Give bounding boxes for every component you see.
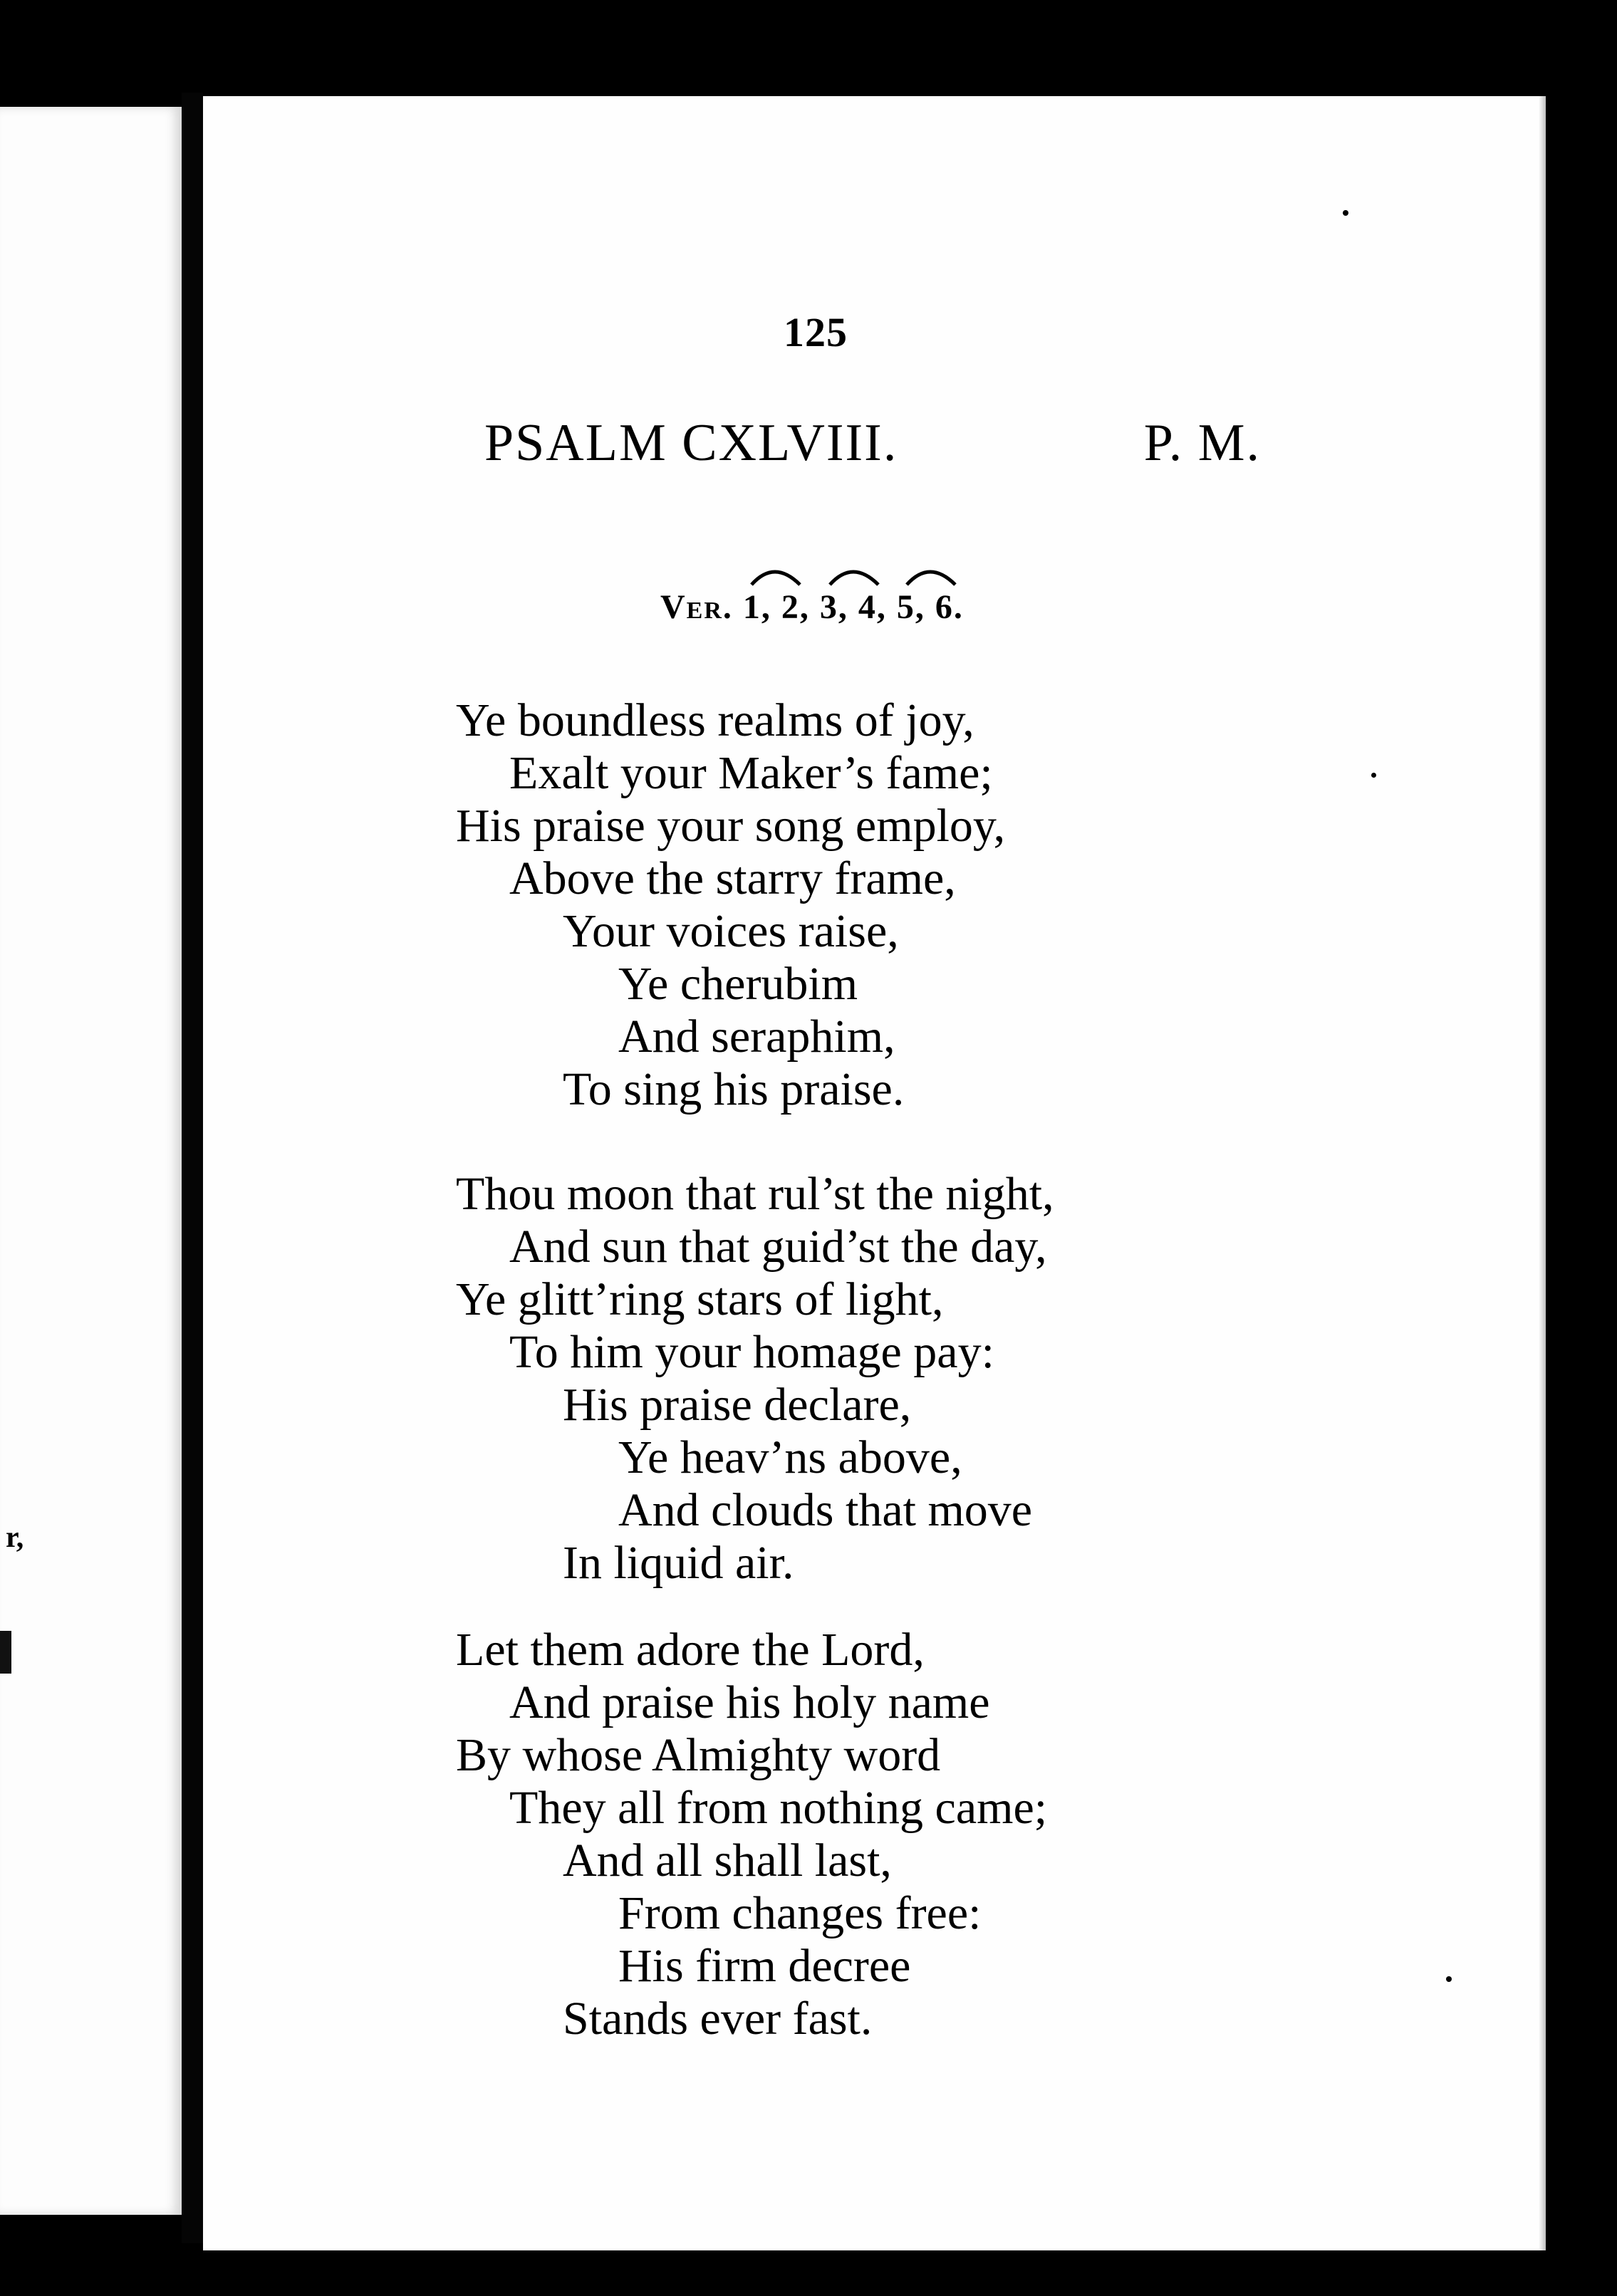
- book-gutter: [182, 93, 203, 2243]
- poem-line: His praise your song employ,: [456, 800, 1006, 852]
- stanza-3: [456, 1624, 1047, 2045]
- poem-line: Ye cherubim: [618, 958, 858, 1010]
- verse-arc-5-6: [907, 572, 955, 585]
- poem-line: Ye heav’ns above,: [618, 1431, 962, 1483]
- poem-line: And all shall last,: [563, 1835, 892, 1887]
- poem-line: Exalt your Maker’s fame;: [509, 747, 993, 799]
- psalm-title-name: PSALM CXLVIII.: [484, 414, 898, 472]
- poem-line: Let them adore the Lord,: [456, 1624, 925, 1676]
- poem-line: To sing his praise.: [563, 1063, 905, 1115]
- verse-numbers: 1, 2, 3, 4, 5, 6.: [742, 588, 964, 626]
- verse-arc-1-2: [752, 572, 800, 585]
- poem-line: Thou moon that rul’st the night,: [456, 1168, 1054, 1220]
- poem-line: His firm decree: [618, 1940, 911, 1992]
- poem-line: To him your homage pay:: [509, 1326, 994, 1378]
- ink-speck: [1371, 773, 1376, 778]
- page-edge-shadow: [1539, 96, 1546, 2250]
- poem-line: And clouds that move: [618, 1484, 1033, 1536]
- stanza-2: [456, 1168, 1054, 1590]
- verse-ligature-arcs: [660, 556, 1017, 588]
- psalm-title-meter: P. M.: [1143, 414, 1261, 472]
- verse-label: Ver.: [660, 588, 733, 626]
- page-number: 125: [784, 309, 848, 355]
- ink-speck: [1446, 1976, 1452, 1982]
- stanza-1: [456, 694, 1005, 1116]
- psalm-title: [484, 413, 1261, 474]
- left-page-text: r,: [6, 1521, 24, 1554]
- poem-line: Ye boundless realms of joy,: [456, 694, 974, 746]
- poem-line: And seraphim,: [618, 1011, 895, 1063]
- poem-line: They all from nothing came;: [509, 1782, 1048, 1834]
- poem-line: Your voices raise,: [563, 905, 899, 957]
- poem-line: By whose Almighty word: [456, 1729, 941, 1781]
- book-page: [203, 96, 1546, 2250]
- poem-line: From changes free:: [618, 1887, 982, 1939]
- verse-arc-3-4: [830, 572, 878, 585]
- poem-line: Stands ever fast.: [563, 1993, 873, 2045]
- left-page-fragment: [0, 107, 182, 2215]
- verse-reference: [660, 588, 964, 627]
- poem-line: His praise declare,: [563, 1379, 912, 1431]
- poem-line: Ye glitt’ring stars of light,: [456, 1273, 944, 1325]
- poem-line: And praise his holy name: [509, 1676, 990, 1728]
- ink-speck: [1343, 210, 1348, 216]
- poem-line: In liquid air.: [563, 1537, 794, 1589]
- poem-line: Above the starry frame,: [509, 852, 956, 904]
- left-page-ink-mark: [0, 1631, 11, 1674]
- poem-line: And sun that guid’st the day,: [509, 1221, 1047, 1273]
